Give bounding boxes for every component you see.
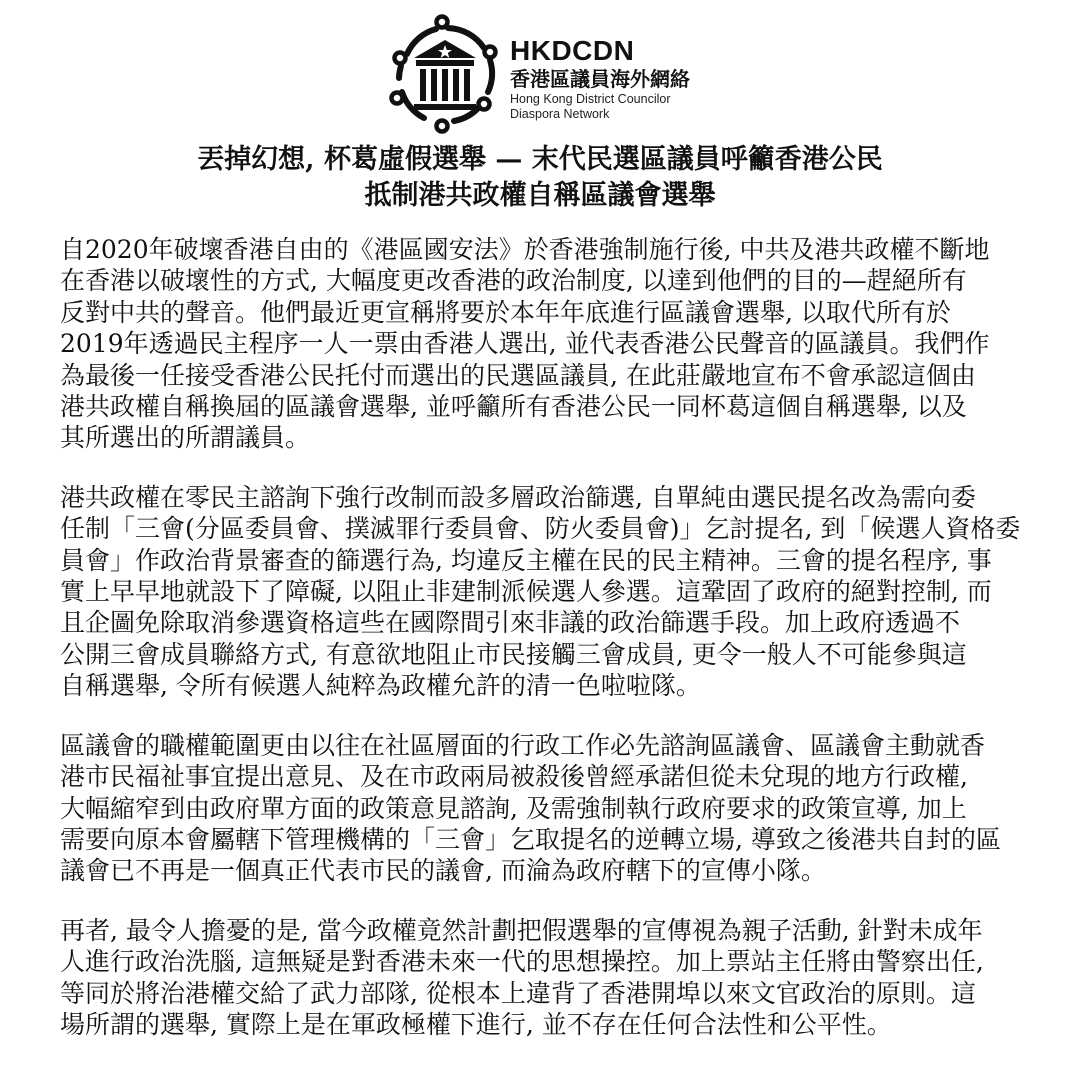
text-line: 需要向原本會屬轄下管理機構的「三會」乞取提名的逆轉立場, 導致之後港共自封的區 xyxy=(60,824,1001,854)
text-line: 其所選出的所謂議員。 xyxy=(60,423,311,453)
statement-title xyxy=(0,142,1080,214)
statement-body xyxy=(60,234,1020,1068)
text-line: 為最後一任接受香港公民托付而選出的民選區議員, 在此莊嚴地宣布不會承認這個由 xyxy=(60,360,976,390)
title-line-1: 丟掉幻想, 杯葛虛假選舉 — 末代民選區議員呼籲香港公民 xyxy=(197,144,883,175)
text-line: 港市民福祉事宜提出意見、及在市政兩局被殺後曾經承諾但從未兌現的地方行政權, xyxy=(60,762,968,792)
paragraph-1 xyxy=(60,234,1020,454)
text-line: 公開三會成員聯絡方式, 有意欲地阻止市民接觸三會成員, 更令一般人不可能參與這 xyxy=(60,639,967,669)
text-line: 在香港以破壞性的方式, 大幅度更改香港的政治制度, 以達到他們的目的—趕絕所有 xyxy=(60,266,967,296)
text-line: 員會」作政治背景審查的篩選行為, 均違反主權在民的民主精神。三會的提名程序, 事 xyxy=(60,545,992,575)
text-line: 區議會的職權範圍更由以往在社區層面的行政工作必先諮詢區議會、區議會主動就香 xyxy=(60,730,986,760)
text-line: 港共政權自稱換屆的區議會選舉, 並呼籲所有香港公民一同杯葛這個自稱選舉, 以及 xyxy=(60,392,967,422)
title-line-2: 抵制港共政權自稱區議會選舉 xyxy=(364,180,716,211)
brand-name-english-line1: Hong Kong District Councilor xyxy=(510,92,671,106)
paragraph-4 xyxy=(60,915,1020,1041)
brand-name-english-line2: Diaspora Network xyxy=(510,107,610,121)
text-line: 場所謂的選舉, 實際上是在軍政極權下進行, 並不存在任何合法性和公平性。 xyxy=(60,1009,892,1039)
text-line: 且企圖免除取消參選資格這些在國際間引來非議的政治篩選手段。加上政府透過不 xyxy=(60,608,961,638)
text-line: 自稱選舉, 令所有候選人純粹為政權允許的清一色啦啦隊。 xyxy=(60,671,701,701)
text-line: 等同於將治港權交給了武力部隊, 從根本上違背了香港開埠以來文官政治的原則。這 xyxy=(60,978,976,1008)
header xyxy=(0,14,1080,136)
text-line: 反對中共的聲音。他們最近更宣稱將要於本年年底進行區議會選舉, 以取代所有於 xyxy=(60,297,951,327)
text-line: 自2020年破壞香港自由的《港區國安法》於香港強制施行後, 中共及港共政權不斷地 xyxy=(60,235,990,264)
text-line: 任制「三會(分區委員會、撲滅罪行委員會、防火委員會)」乞討提名, 到「候選人資格委 xyxy=(60,514,1021,544)
text-line: 再者, 最令人擔憂的是, 當今政權竟然計劃把假選舉的宣傳視為親子活動, 針對未成年 xyxy=(60,915,983,945)
brand-block xyxy=(510,36,830,122)
text-line: 大幅縮窄到由政府單方面的政策意見諮詢, 及需強制執行政府要求的政策宣導, 加上 xyxy=(60,793,967,823)
brand-name-chinese: 香港區議員海外網絡 xyxy=(510,67,690,91)
text-line: 港共政權在零民主諮詢下強行改制而設多層政治篩選, 自單純由選民提名改為需向委 xyxy=(60,482,976,512)
text-line: 2019年透過民主程序一人一票由香港人選出, 並代表香港公民聲音的區議員。我們作 xyxy=(60,329,990,359)
text-line: 人進行政治洗腦, 這無疑是對香港未來一代的思想操控。加上票站主任將由警察出任, xyxy=(60,947,984,977)
brand-name: HKDCDN xyxy=(510,35,635,66)
paragraph-2 xyxy=(60,482,1020,702)
text-line: 實上早早地就設下了障礙, 以阻止非建制派候選人參選。這鞏固了政府的絕對控制, 而 xyxy=(60,577,992,607)
paragraph-3 xyxy=(60,730,1020,887)
government-building-circuit-icon xyxy=(384,14,506,136)
text-line: 議會已不再是一個真正代表市民的議會, 而淪為政府轄下的宣傳小隊。 xyxy=(60,856,826,886)
